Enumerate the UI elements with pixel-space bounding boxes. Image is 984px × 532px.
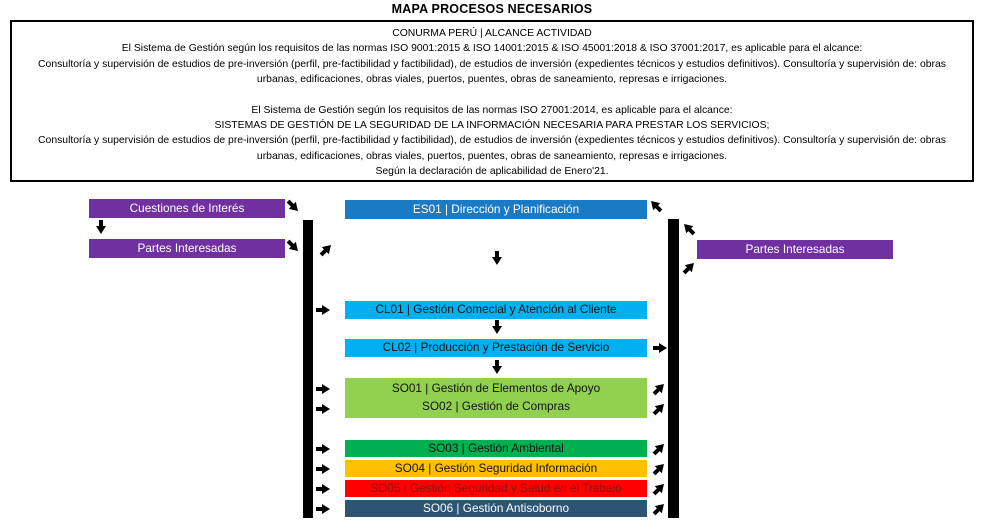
scope-line-blank: [12, 87, 972, 102]
arrow-down-icon: [492, 320, 502, 334]
scope-line: El Sistema de Gestión según los requisitos de las normas ISO 27001:2014, es aplicable para el alcance:: [251, 104, 733, 116]
arrow-right-icon: [316, 305, 330, 315]
arrow-up-right-icon: [651, 461, 668, 478]
box-cuestiones-de-interes: Cuestiones de Interés: [89, 199, 285, 218]
arrow-up-right-icon: [681, 260, 698, 277]
box-cl01-gestion-comercial: CL01 | Gestión Comecial y Atención al Cliente: [345, 301, 647, 319]
box-so05-seguridad-salud-trabajo: SO05 | Gestión Seguridad y Salud en el Trabajo: [345, 480, 647, 497]
arrow-right-icon: [653, 343, 667, 353]
arrow-up-right-icon: [651, 501, 668, 518]
arrow-right-icon: [316, 464, 330, 474]
box-partes-interesadas-left: Partes Interesadas: [89, 239, 285, 258]
scope-box: [10, 20, 974, 182]
arrow-down-icon: [96, 220, 106, 234]
arrow-down-right-icon: [285, 238, 302, 255]
box-so01-so02-group: [345, 378, 647, 418]
arrow-down-right-icon: [285, 198, 302, 215]
box-so02-gestion-compras: SO02 | Gestión de Compras: [422, 398, 570, 413]
arrow-up-right-icon: [651, 441, 668, 458]
scope-line: SISTEMAS DE GESTIÓN DE LA SEGURIDAD DE LA INFORMACIÓN NECESARIA PARA PRESTAR LOS SERVICIOS;: [214, 119, 770, 131]
scope-line: Consultoría y supervisión de estudios de pre-inversión (perfil, pre-factibilidad y factibilidad), de estudios de inversión (expedientes técnicos y estudios definitivos). Consultoría y supervisión de: obras: [38, 58, 946, 70]
box-es01-direccion-planificacion: ES01 | Dirección y Planificación: [345, 200, 647, 219]
box-so06-gestion-antisoborno: SO06 | Gestión Antisoborno: [345, 500, 647, 517]
box-cl02-produccion-prestacion: CL02 | Producción y Prestación de Servicio: [345, 339, 647, 357]
scope-line: El Sistema de Gestión según los requisitos de las normas ISO 9001:2015 & ISO 14001:2015 & ISO 45001:2018 & ISO 37001:2017, es aplicable para el alcance:: [121, 43, 863, 55]
scope-line: urbanas, edificaciones, obras viales, puertos, puentes, obras de saneamiento, represas e irrigaciones.: [256, 74, 728, 86]
scope-line: urbanas, edificaciones, obras viales, puertos, puentes, obras de saneamiento, represas e irrigaciones.: [256, 150, 728, 162]
box-so04-seguridad-informacion: SO04 | Gestión Seguridad Información: [345, 460, 647, 477]
arrow-right-icon: [316, 384, 330, 394]
arrow-down-icon: [492, 360, 502, 374]
arrow-right-icon: [316, 484, 330, 494]
arrow-right-icon: [316, 444, 330, 454]
arrow-up-right-icon: [651, 481, 668, 498]
box-partes-interesadas-right: Partes Interesadas: [697, 240, 893, 259]
scope-line-subtitle: CONURMA PERÚ | ALCANCE ACTIVIDAD: [392, 28, 592, 40]
connector-bar-left: [303, 220, 313, 518]
arrow-up-right-icon: [651, 381, 668, 398]
arrow-up-left-icon: [681, 221, 698, 238]
arrow-up-right-icon: [318, 242, 335, 259]
arrow-right-icon: [316, 404, 330, 414]
arrow-right-icon: [316, 504, 330, 514]
arrow-up-left-icon: [648, 198, 665, 215]
page-title: MAPA PROCESOS NECESARIOS: [391, 2, 593, 16]
arrow-up-right-icon: [651, 401, 668, 418]
box-so01-elementos-apoyo: SO01 | Gestión de Elementos de Apoyo: [391, 381, 601, 396]
connector-bar-right: [668, 219, 679, 518]
arrow-down-icon: [492, 251, 502, 265]
scope-line: Consultoría y supervisión de estudios de pre-inversión (perfil, pre-factibilidad y factibilidad), de estudios de inversión (expedientes técnicos y estudios definitivos). Consultoría y supervisión de: obras: [38, 135, 946, 147]
scope-line: Según la declaración de aplicabilidad de Enero'21.: [375, 165, 609, 177]
box-so03-gestion-ambiental: SO03 | Gestión Ambiental: [345, 440, 647, 457]
